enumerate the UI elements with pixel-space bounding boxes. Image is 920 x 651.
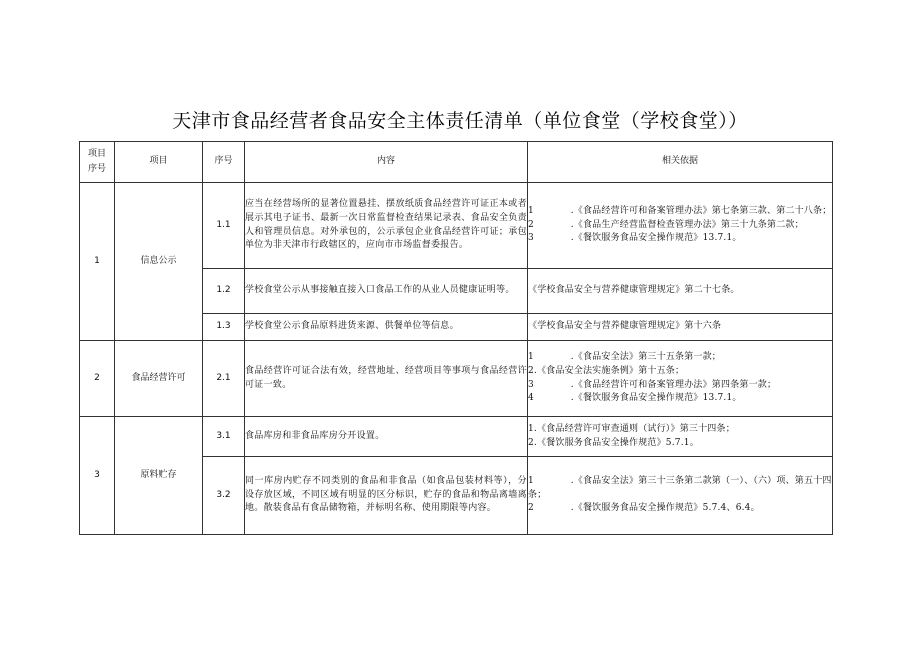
sub-content: 同一库房内贮存不同类别的食品和非食品（如食品包装材料等），分设存放区域，不同区域有明显的区分标识，贮存的食品和物品离墙离地。散装食品有食品储物箱，并标明名称、使用期限等内容。 (245, 457, 528, 535)
header-seq: 序号 (203, 142, 245, 183)
sub-seq: 1.1 (203, 183, 245, 269)
basis-line: 1.《食品经营许可审查通则（试行）》第三十四条； (528, 423, 735, 434)
row-no: 1 (80, 183, 115, 341)
basis-line: 3 .《食品经营许可和备案管理办法》第四条第一款； (528, 379, 777, 390)
page-title: 天津市食品经营者食品安全主体责任清单（单位食堂（学校食堂）） (172, 110, 748, 132)
table-row (80, 341, 833, 417)
responsibility-table (79, 141, 833, 535)
basis-line: 1 .《食品安全法》第三十三条第二款第（一）、（六）项、第五十四条； (528, 475, 832, 500)
header-item: 项目 (115, 142, 203, 183)
sub-content: 学校食堂公示从事接触直接入口食品工作的从业人员健康证明等。 (245, 269, 528, 314)
sub-seq: 3.2 (203, 457, 245, 535)
sub-content: 学校食堂公示食品原料进货来源、供餐单位等信息。 (245, 314, 528, 341)
table-header-row (80, 142, 833, 183)
sub-basis (528, 417, 833, 457)
row-no: 3 (80, 417, 115, 535)
sub-seq: 3.1 (203, 417, 245, 457)
sub-basis (528, 457, 833, 535)
header-item-no: 项目 序号 (80, 142, 115, 183)
sub-seq: 1.2 (203, 269, 245, 314)
basis-line: 2 .《餐饮服务食品安全操作规范》5.7.4、6.4。 (528, 503, 760, 514)
row-item: 原料贮存 (115, 417, 203, 535)
header-content: 内容 (245, 142, 528, 183)
basis-line: 2.《食品安全法实施条例》第十五条； (528, 365, 685, 376)
basis-line: 1 .《食品经营许可和备案管理办法》第七条第三款、第二十八条； (528, 205, 832, 216)
sub-basis (528, 341, 833, 417)
row-item: 信息公示 (115, 183, 203, 341)
basis-line: 《学校食品安全与营养健康管理规定》第二十七条。 (528, 285, 740, 296)
sub-seq: 1.3 (203, 314, 245, 341)
sub-seq: 2.1 (203, 341, 245, 417)
header-basis: 相关依据 (528, 142, 833, 183)
sub-content: 食品经营许可证合法有效，经营地址、经营项目等事项与食品经营许可证一致。 (245, 341, 528, 417)
sub-basis (528, 183, 833, 269)
basis-line: 4 .《餐饮服务食品安全操作规范》13.7.1。 (528, 393, 742, 404)
row-no: 2 (80, 341, 115, 417)
basis-line: 2 .《食品生产经营监督检查管理办法》第三十九条第二款； (528, 219, 804, 230)
sub-basis (528, 269, 833, 314)
table-row (80, 183, 833, 269)
sub-content: 应当在经营场所的显著位置悬挂、摆放纸质食品经营许可证正本或者展示其电子证书、最新一次日常监督检查结果记录表、食品安全负责人和管理员信息。对外承包的，公示承包企业食品经营许可证；承包单位为非天津市行政辖区的，应向市市场监督委报告。 (245, 183, 528, 269)
basis-line: 3 .《餐饮服务食品安全操作规范》13.7.1。 (528, 233, 742, 244)
basis-line: 1 .《食品安全法》第三十五条第一款； (528, 351, 721, 362)
table-row (80, 417, 833, 457)
sub-content: 食品库房和非食品库房分开设置。 (245, 417, 528, 457)
basis-line: 《学校食品安全与营养健康管理规定》第十六条 (528, 321, 722, 332)
sub-basis (528, 314, 833, 341)
row-item: 食品经营许可 (115, 341, 203, 417)
basis-line: 2.《餐饮服务食品安全操作规范》5.7.1。 (528, 437, 699, 448)
